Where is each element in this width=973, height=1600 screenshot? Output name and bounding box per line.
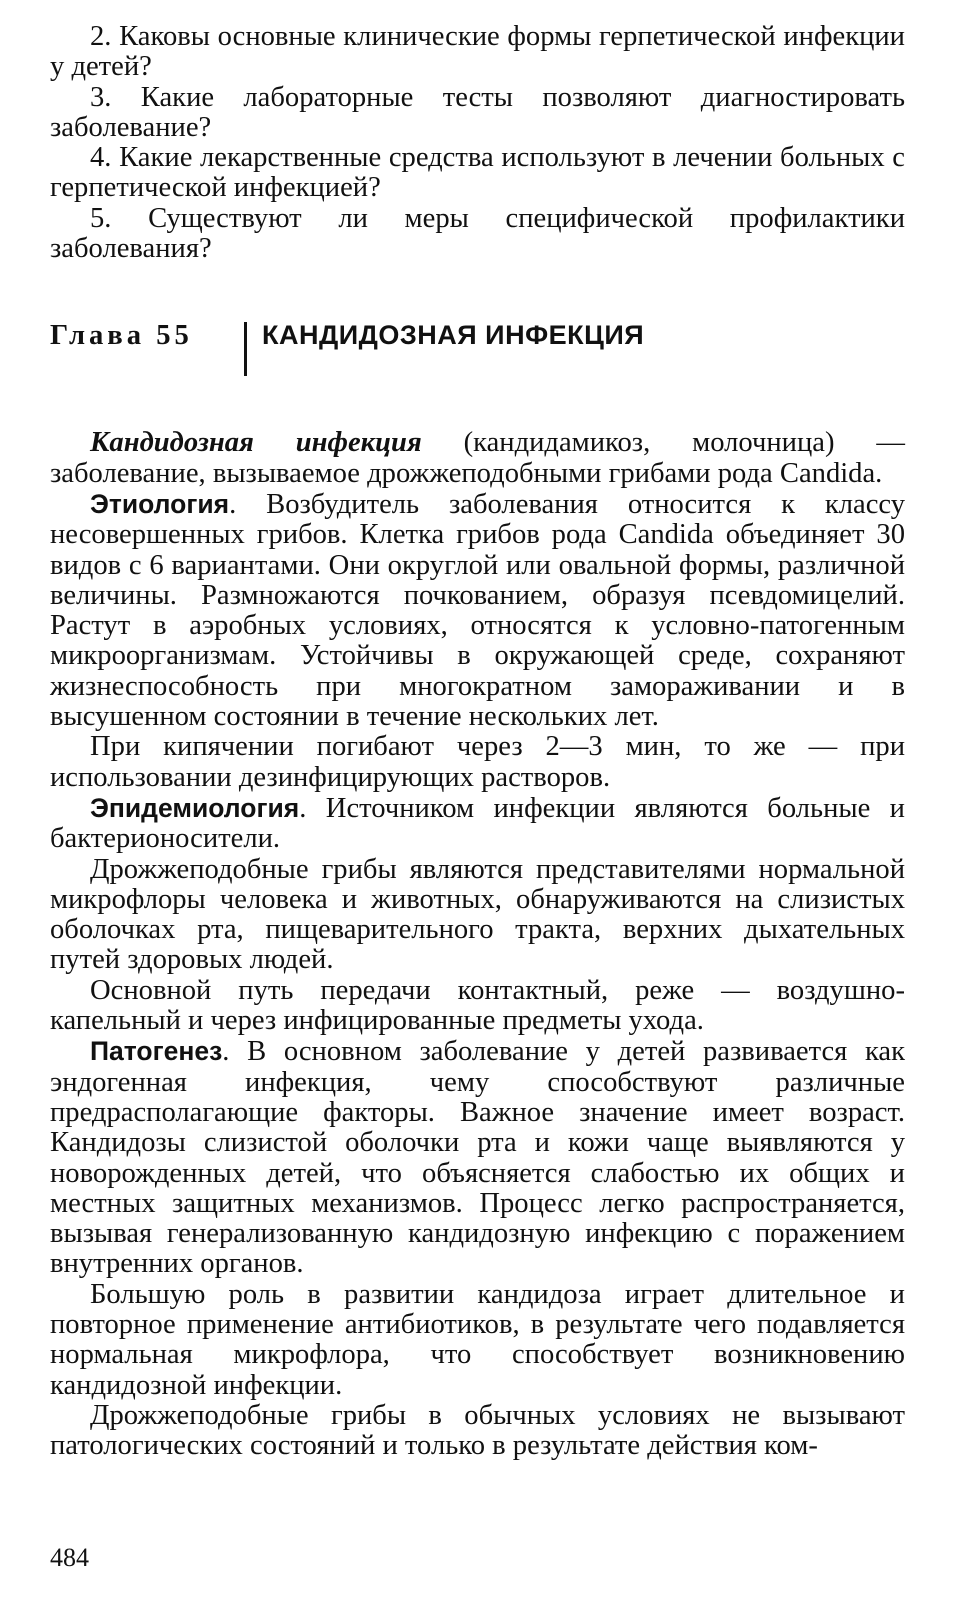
review-questions xyxy=(50,22,905,264)
boiling-paragraph: При кипячении погибают через 2—3 мин, то же — при использовании дезинфицирующих растворов. xyxy=(50,731,905,793)
etiology-paragraph xyxy=(50,489,905,732)
chapter-title: КАНДИДОЗНАЯ ИНФЕКЦИЯ xyxy=(262,320,645,351)
chapter-body xyxy=(50,428,905,1461)
last-paragraph: Дрожжеподобные грибы в обычных условиях не вызывают патологических состояний и только в результате действия ком- xyxy=(50,1399,905,1462)
chapter-divider xyxy=(244,322,247,376)
microflora-paragraph: Дрожжеподобные грибы являются представителями нормальной микрофлоры человека и животных, обнаруживаются на слизистых оболочках рта, пищеварительного тракта, верхних дыхательных путей здоровых людей. xyxy=(50,853,905,976)
page-number: 484 xyxy=(50,1543,89,1572)
chapter-heading xyxy=(50,316,905,404)
transmission-paragraph: Основной путь передачи контактный, реже — воздушно-капельный и через инфицированные предметы ухода. xyxy=(50,974,905,1037)
definition-paragraph xyxy=(50,428,905,489)
question-item: 5. Существуют ли меры специфической профилактики заболевания? xyxy=(50,202,905,265)
definition-text: (кандидамикоз, молочница) —заболевание, вызываемое дрожжеподобными грибами рода Candida. xyxy=(50,427,905,489)
pathogenesis-paragraph xyxy=(50,1036,905,1279)
antibiotics-paragraph: Большую роль в развитии кандидоза играет длительное и повторное применение антибиотиков, в результате чего подавляется нормальная микрофлора, что способствует возникновению кандидозной инфекции. xyxy=(50,1278,905,1401)
question-item: 4. Какие лекарственные средства используют в лечении больных с герпетической инфекцией? xyxy=(50,142,905,204)
epidemiology-text: . Источником инфекции являются больные и бактерионосители. xyxy=(50,792,905,855)
book-page xyxy=(50,22,905,1461)
epidemiology-heading: Эпидемиология xyxy=(90,792,300,823)
pathogenesis-heading: Патогенез xyxy=(90,1036,223,1067)
question-item: 2. Каковы основные клинические формы герпетической инфекции у детей? xyxy=(50,21,905,83)
pathogenesis-text: . В основном заболевание у детей развивается как эндогенная инфекция, чему способствуют различные предрасполагающие факторы. Важное значение имеет возраст. Кандидозы слизистой оболочки рта и кожи чаще выявляются у новорожденных детей, что объясняется слабостью их общих и местных защитных механизмов. Процесс легко распространяется, вызывая генерализованную кандидозную инфекцию с поражением внутренних органов. xyxy=(50,1036,905,1280)
defined-term: Кандидозная инфекция xyxy=(90,427,422,459)
etiology-heading: Этиология xyxy=(90,488,230,519)
question-item: 3. Какие лабораторные тесты позволяют диагностировать заболевание? xyxy=(50,81,905,143)
epidemiology-paragraph xyxy=(50,793,905,855)
etiology-text: . Возбудитель заболевания относится к классу несовершенных грибов. Клетка грибов рода Candida объединяет 30 видов с 6 вариантами. Они округлой или овальной формы, различной величины. Размножаются почкованием, образуя псевдомицелий. Растут в аэробных условиях, относятся к условно-патогенным микроорганизмам. Устойчивы в окружающей среде, сохраняют жизнеспособность при многократном замораживании и в высушенном состоянии в течение нескольких лет. xyxy=(50,488,905,733)
chapter-number: Глава 55 xyxy=(50,320,193,352)
